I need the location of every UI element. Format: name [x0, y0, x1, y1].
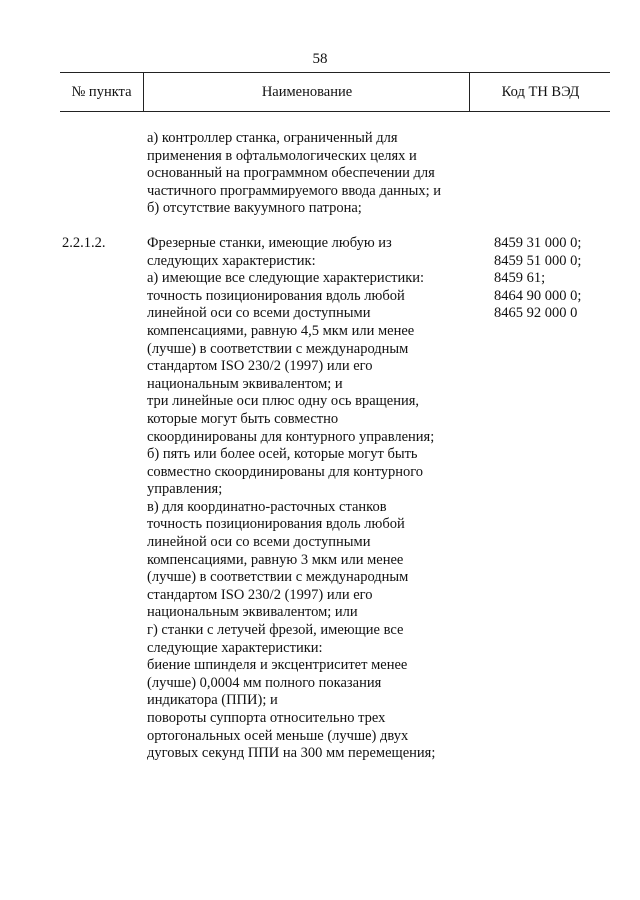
column-header-name: Наименование: [143, 73, 470, 111]
item-name-line: (лучше) в соответствии с международным: [147, 340, 409, 357]
item-name-line: национальным эквивалентом; или: [147, 604, 358, 621]
item-name-line: точность позиционирования вдоль любой: [147, 287, 405, 304]
item-tn-ved-codes: [494, 235, 581, 323]
item-name-line: совместно скоординированы для контурного: [147, 463, 424, 480]
column-header-tn-ved-code: Код ТН ВЭД: [469, 73, 611, 111]
item-name-line: которые могут быть совместно: [147, 410, 339, 427]
item-name: [147, 235, 487, 763]
item-name-line: (лучше) в соответствии с международным: [147, 569, 409, 586]
item-name-line: следующие характеристики:: [147, 639, 323, 656]
item-name-line: биение шпинделя и эксцентриситет менее: [147, 657, 408, 674]
item-name-line: линейной оси со всеми доступными: [147, 534, 371, 551]
item-name-line: (лучше) 0,0004 мм полного показания: [147, 674, 382, 691]
table-body: [0, 130, 640, 780]
table-row: [0, 130, 640, 218]
tn-ved-code: 8465 92 000 0: [494, 305, 578, 322]
column-header-item-number: № пункта: [71, 84, 132, 100]
item-name-line: применения в офтальмологических целях и: [147, 147, 417, 164]
item-name-line: ортогональных осей меньше (лучше) двух: [147, 727, 409, 744]
tn-ved-code: 8459 51 000 0;: [494, 252, 582, 269]
item-name-line: а) имеющие все следующие характеристики:: [147, 270, 425, 287]
item-name-line: скоординированы для контурного управления;: [147, 428, 435, 445]
item-name-line: три линейные оси плюс одну ось вращения,: [147, 393, 420, 410]
item-name-line: стандартом ISO 230/2 (1997) или его: [147, 358, 373, 375]
item-name-line: повороты суппорта относительно трех: [147, 710, 386, 726]
tn-ved-code: 8459 61;: [494, 270, 546, 287]
item-name-line: линейной оси со всеми доступными: [147, 305, 371, 322]
item-name-line: следующих характеристик:: [147, 252, 316, 269]
item-name-line: частичного программируемого ввода данных; и: [147, 182, 442, 199]
item-name-line: дуговых секунд ППИ на 300 мм перемещения;: [147, 745, 436, 762]
item-name-line: компенсациями, равную 3 мкм или менее: [147, 551, 404, 568]
table-row: [0, 235, 640, 763]
tn-ved-code: 8464 90 000 0;: [494, 287, 582, 304]
item-name-line: в) для координатно-расточных станков: [147, 498, 387, 515]
item-name-line: б) отсутствие вакуумного патрона;: [147, 200, 362, 217]
item-name-line: г) станки с летучей фрезой, имеющие все: [147, 622, 404, 639]
item-number: 2.2.1.2.: [62, 234, 106, 251]
item-name-line: основанный на программном обеспечении для: [147, 165, 435, 182]
tn-ved-code: 8459 31 000 0;: [494, 234, 582, 251]
item-name-line: б) пять или более осей, которые могут быть: [147, 446, 418, 463]
item-name-line: стандартом ISO 230/2 (1997) или его: [147, 586, 373, 603]
item-name-line: а) контроллер станка, ограниченный для: [147, 130, 398, 146]
item-name-line: национальным эквивалентом; и: [147, 375, 343, 392]
item-name-line: индикатора (ППИ); и: [147, 692, 278, 709]
item-name: [147, 130, 487, 218]
table-header: [60, 72, 610, 112]
page-number: 58: [312, 51, 328, 67]
item-name-line: Фрезерные станки, имеющие любую из: [147, 234, 392, 251]
item-name-line: точность позиционирования вдоль любой: [147, 516, 405, 533]
item-name-line: управления;: [147, 481, 223, 498]
item-name-line: компенсациями, равную 4,5 мкм или менее: [147, 322, 415, 339]
